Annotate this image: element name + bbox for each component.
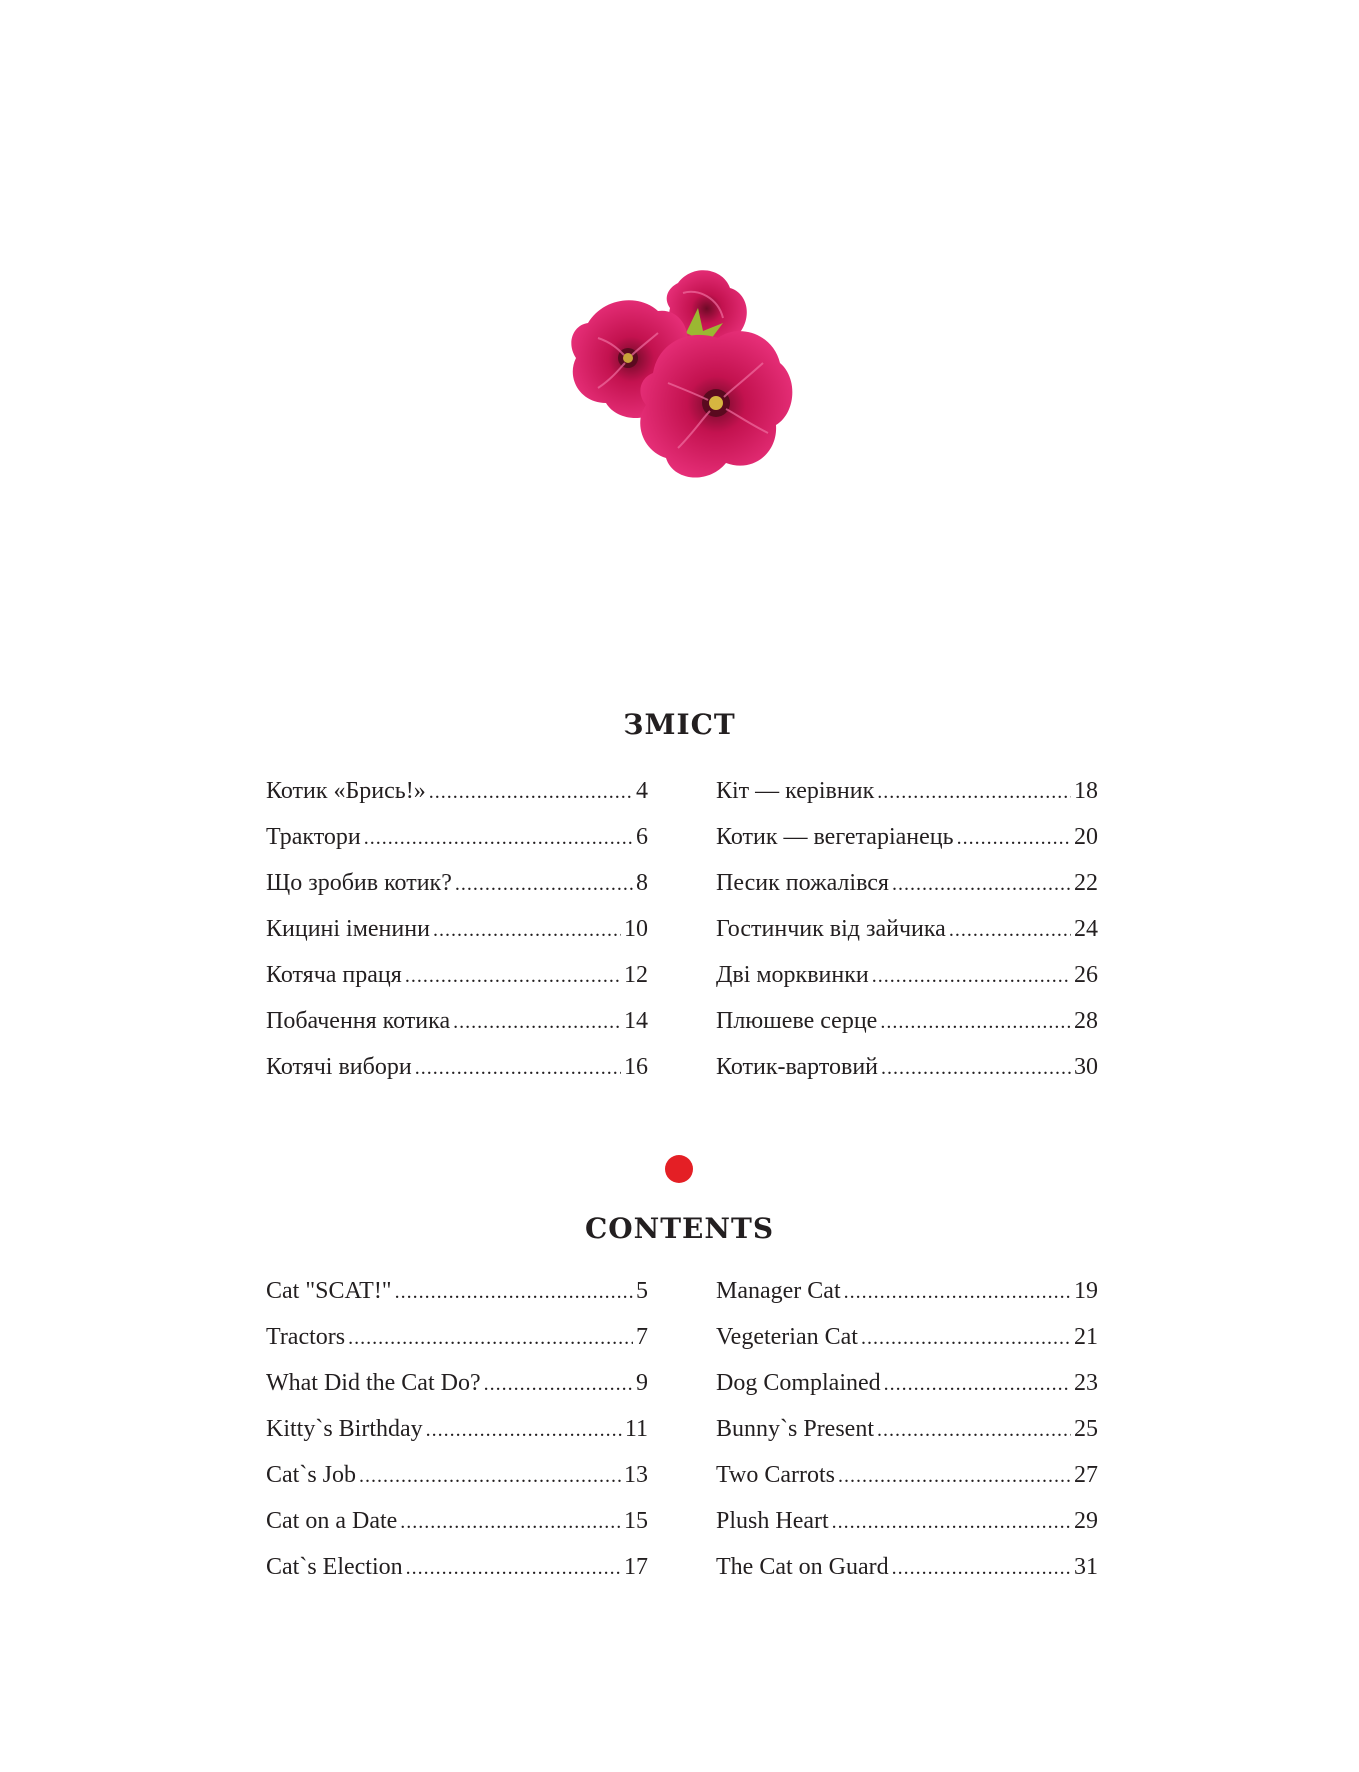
toc-entry[interactable] xyxy=(716,1498,1098,1544)
dot-leader xyxy=(426,1407,622,1453)
toc-entry-title: Cat`s Election xyxy=(266,1554,403,1580)
toc-entry[interactable] xyxy=(716,1360,1098,1406)
dot-leader xyxy=(861,1315,1071,1361)
toc-entry[interactable] xyxy=(716,1268,1098,1314)
toc-entry-page: 14 xyxy=(624,1008,648,1034)
toc-entry-page: 22 xyxy=(1074,870,1098,896)
dot-leader xyxy=(429,769,633,815)
toc-entry-title: Vegeterian Cat xyxy=(716,1324,858,1350)
toc-entry-title: Дві морквинки xyxy=(716,962,869,988)
toc-heading-en: CONTENTS xyxy=(584,1212,775,1245)
toc-entry-title: Kitty`s Birthday xyxy=(266,1416,423,1442)
dot-leader xyxy=(406,1545,621,1591)
toc-entry-page: 17 xyxy=(624,1554,648,1580)
toc-entry-title: Гостинчик від зайчика xyxy=(716,916,946,942)
toc-entry[interactable] xyxy=(266,998,648,1044)
toc-entry[interactable] xyxy=(266,1498,648,1544)
dot-leader xyxy=(348,1315,633,1361)
toc-entry-page: 12 xyxy=(624,962,648,988)
toc-entry[interactable] xyxy=(716,1452,1098,1498)
toc-entry-page: 23 xyxy=(1074,1370,1098,1396)
toc-entry-title: Tractors xyxy=(266,1324,346,1350)
toc-entry-page: 9 xyxy=(636,1370,648,1396)
toc-entry-page: 11 xyxy=(624,1416,648,1442)
toc-entry-title: Cat "SCAT!" xyxy=(266,1278,392,1304)
toc-entry-page: 15 xyxy=(624,1508,648,1534)
toc-entry-title: The Cat on Guard xyxy=(716,1554,889,1580)
toc-entry[interactable] xyxy=(716,952,1098,998)
flower-front xyxy=(640,331,792,477)
dot-leader xyxy=(359,1453,621,1499)
toc-entry-title: Побачення котика xyxy=(266,1008,451,1034)
toc-entry[interactable] xyxy=(716,998,1098,1044)
toc-entry-page: 5 xyxy=(636,1278,648,1304)
toc-entry[interactable] xyxy=(266,1544,648,1590)
toc-entry-title: Песик пожалівся xyxy=(716,870,889,896)
dot-leader xyxy=(892,861,1071,907)
toc-entry[interactable] xyxy=(266,860,648,906)
toc-entry-title: Котяча праця xyxy=(266,962,402,988)
dot-leader xyxy=(455,861,633,907)
toc-entry-title: What Did the Cat Do? xyxy=(266,1370,481,1396)
toc-entry[interactable] xyxy=(266,768,648,814)
toc-entry-page: 27 xyxy=(1074,1462,1098,1488)
toc-entry-title: Кицині іменини xyxy=(266,916,430,942)
dot-leader xyxy=(838,1453,1071,1499)
toc-entry-page: 31 xyxy=(1074,1554,1098,1580)
toc-entry[interactable] xyxy=(266,1268,648,1314)
toc-entry[interactable] xyxy=(266,1360,648,1406)
toc-entry-page: 19 xyxy=(1074,1278,1098,1304)
dot-leader xyxy=(832,1499,1071,1545)
toc-entry-page: 29 xyxy=(1074,1508,1098,1534)
dot-leader xyxy=(877,769,1071,815)
toc-entry[interactable] xyxy=(716,1544,1098,1590)
toc-uk-left-column xyxy=(266,768,648,1090)
toc-entry[interactable] xyxy=(716,768,1098,814)
toc-entry[interactable] xyxy=(266,1314,648,1360)
toc-entry-page: 16 xyxy=(624,1054,648,1080)
toc-entry[interactable] xyxy=(716,906,1098,952)
red-dot-separator xyxy=(665,1155,693,1183)
dot-leader xyxy=(872,953,1071,999)
toc-entry-page: 8 xyxy=(636,870,648,896)
dot-leader xyxy=(957,815,1071,861)
toc-entry-title: Two Carrots xyxy=(716,1462,835,1488)
toc-entry-page: 7 xyxy=(636,1324,648,1350)
dot-leader xyxy=(364,815,633,861)
toc-entry-title: Bunny`s Present xyxy=(716,1416,874,1442)
toc-entry[interactable] xyxy=(716,1044,1098,1090)
toc-entry-title: Плюшеве серце xyxy=(716,1008,878,1034)
toc-entry[interactable] xyxy=(266,1406,648,1452)
toc-heading-uk: ЗМІСТ xyxy=(623,708,736,741)
dot-leader xyxy=(892,1545,1071,1591)
toc-entry-title: Cat`s Job xyxy=(266,1462,356,1488)
dot-leader xyxy=(844,1269,1071,1315)
toc-entry-page: 18 xyxy=(1074,778,1098,804)
toc-entry-page: 21 xyxy=(1074,1324,1098,1350)
toc-entry-page: 13 xyxy=(624,1462,648,1488)
toc-entry-title: Котик — вегетаріанець xyxy=(716,824,954,850)
toc-entry-title: Plush Heart xyxy=(716,1508,829,1534)
dot-leader xyxy=(484,1361,633,1407)
toc-entry[interactable] xyxy=(266,1452,648,1498)
toc-entry-page: 24 xyxy=(1074,916,1098,942)
hollyhock-flowers-illustration xyxy=(558,263,798,508)
toc-entry[interactable] xyxy=(266,952,648,998)
dot-leader xyxy=(453,999,621,1045)
toc-entry-title: Котик-вартовий xyxy=(716,1054,879,1080)
toc-entry[interactable] xyxy=(716,1314,1098,1360)
toc-entry-title: Dog Complained xyxy=(716,1370,881,1396)
toc-entry-page: 25 xyxy=(1074,1416,1098,1442)
toc-entry[interactable] xyxy=(266,814,648,860)
toc-entry-page: 6 xyxy=(636,824,648,850)
dot-leader xyxy=(881,1045,1071,1091)
toc-entry[interactable] xyxy=(266,906,648,952)
toc-entry-page: 30 xyxy=(1074,1054,1098,1080)
toc-entry[interactable] xyxy=(716,814,1098,860)
dot-leader xyxy=(949,907,1071,953)
dot-leader xyxy=(395,1269,633,1315)
toc-entry-page: 20 xyxy=(1074,824,1098,850)
dot-leader xyxy=(400,1499,621,1545)
toc-entry[interactable] xyxy=(266,1044,648,1090)
toc-entry-title: Котик «Брись!» xyxy=(266,778,426,804)
toc-entry-title: Що зробив котик? xyxy=(266,870,452,896)
toc-entry[interactable] xyxy=(716,1406,1098,1452)
dot-leader xyxy=(433,907,621,953)
toc-entry-page: 26 xyxy=(1074,962,1098,988)
toc-entry-page: 10 xyxy=(624,916,648,942)
dot-leader xyxy=(884,1361,1071,1407)
dot-leader xyxy=(405,953,621,999)
toc-entry-title: Трактори xyxy=(266,824,361,850)
toc-entry-title: Кіт — керівник xyxy=(716,778,875,804)
toc-en-left-column xyxy=(266,1268,648,1590)
dot-leader xyxy=(880,999,1071,1045)
toc-entry-page: 4 xyxy=(636,778,648,804)
dot-leader xyxy=(877,1407,1071,1453)
toc-entry[interactable] xyxy=(716,860,1098,906)
toc-entry-title: Cat on a Date xyxy=(266,1508,398,1534)
toc-entry-title: Manager Cat xyxy=(716,1278,841,1304)
toc-uk-right-column xyxy=(716,768,1098,1090)
toc-entry-title: Котячі вибори xyxy=(266,1054,412,1080)
toc-en-right-column xyxy=(716,1268,1098,1590)
dot-leader xyxy=(415,1045,621,1091)
toc-entry-page: 28 xyxy=(1074,1008,1098,1034)
